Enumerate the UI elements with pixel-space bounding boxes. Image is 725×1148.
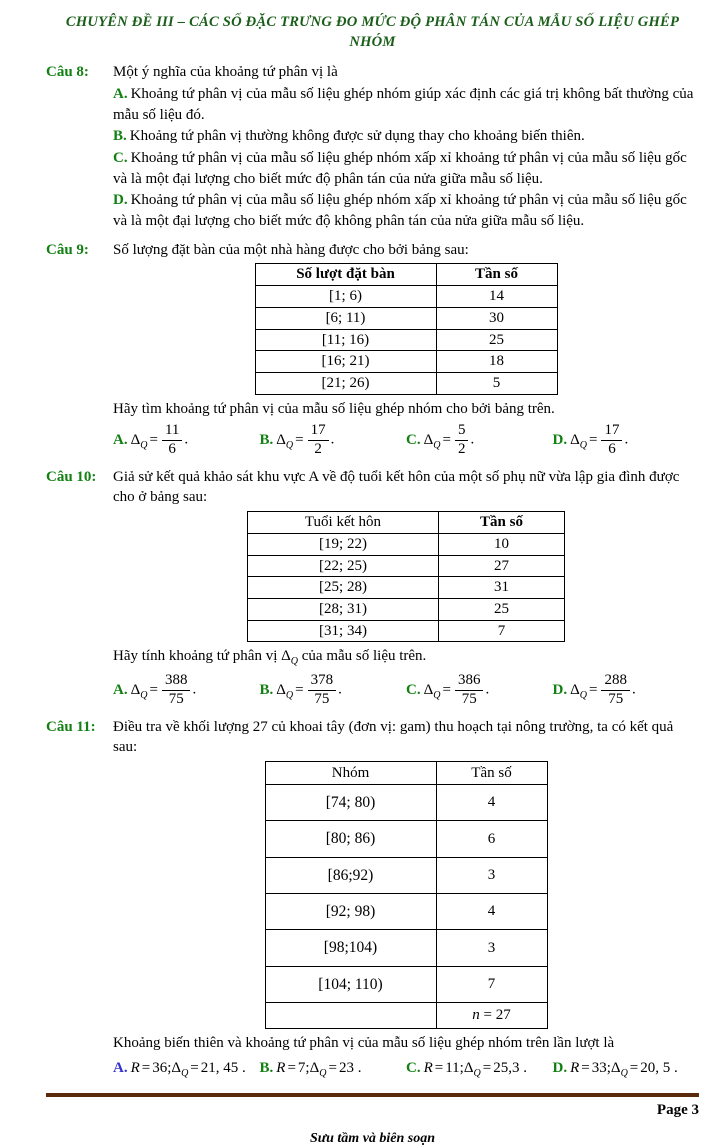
question-10 (46, 467, 699, 710)
option-key: D. (552, 431, 568, 448)
delta-q-symbol: $\Delta_Q$ (570, 681, 587, 701)
table-row (265, 821, 547, 857)
group-cell: [31; 34) (248, 620, 439, 642)
table-row (265, 784, 547, 820)
delta-q-symbol: $\Delta_Q$ (276, 431, 294, 451)
option-key: A. (113, 681, 128, 698)
question-9-label: Câu 9: (46, 241, 89, 258)
option-text: Khoảng tứ phân vị của mẫu số liệu ghép nhóm xấp xỉ khoảng tứ phân vị của mẫu số liệu gốc và là một đại lượng cho biết mức độ phân tán của nửa giữa mẫu số liệu. (113, 150, 687, 187)
delta-q-symbol: $\Delta_Q$ (463, 1059, 481, 1079)
group-cell: [98;104) (265, 930, 436, 966)
freq-cell: 7 (436, 966, 547, 1002)
table-header-cell: Tần số (439, 512, 565, 534)
page-number: Page 3 (656, 1102, 699, 1119)
question-8-option-c (113, 148, 699, 189)
delta-q-symbol: $\Delta_Q$ (171, 1059, 189, 1079)
answer-option-d: D. $\Delta_Q$ = $\frac{17}{6}$ . (552, 422, 629, 457)
group-cell: [21; 26) (255, 372, 436, 394)
option-key: B. (259, 431, 274, 448)
table-row (255, 351, 557, 373)
table-header-cell: Tuổi kết hôn (248, 512, 439, 534)
fraction: $\frac{386}{75}$ (455, 673, 484, 708)
delta-q-symbol: $\Delta_Q$ (610, 1059, 628, 1079)
option-key: B. (113, 128, 127, 145)
question-8-option-a (113, 84, 699, 125)
fraction: $\frac{388}{75}$ (162, 673, 191, 708)
table-total-row (265, 1003, 547, 1029)
freq-cell: 18 (436, 351, 557, 373)
delta-q-symbol: $\Delta_Q$ (423, 681, 441, 701)
question-9-prompt: Hãy tìm khoảng tứ phân vị của mẫu số liệu ghép nhóm cho bởi bảng trên. (113, 400, 555, 417)
question-10-label: Câu 10: (46, 468, 97, 485)
freq-cell: 27 (439, 555, 565, 577)
footer-separator-rule (46, 1093, 699, 1097)
table-header-cell: Số lượt đặt bàn (255, 264, 436, 286)
total-cell: n = 27 (436, 1003, 547, 1029)
empty-cell (265, 1003, 436, 1029)
table-row (255, 307, 557, 329)
option-key: C. (406, 1059, 421, 1076)
freq-cell: 6 (436, 821, 547, 857)
question-11-label: Câu 11: (46, 718, 96, 735)
freq-cell: 25 (439, 598, 565, 620)
freq-cell: 30 (436, 307, 557, 329)
question-9-stem: Số lượng đặt bàn của một nhà hàng được cho bởi bảng sau: (113, 241, 469, 258)
option-key: C. (406, 681, 421, 698)
table-row (248, 555, 565, 577)
freq-cell: 7 (439, 620, 565, 642)
question-8-stem: Một ý nghĩa của khoảng tứ phân vị là (113, 64, 338, 81)
group-cell: [1; 6) (255, 286, 436, 308)
question-10-prompt: Hãy tính khoảng tứ phân vị $\Delta_Q$ của mẫu số liệu trên. (113, 648, 427, 668)
option-key: D. (552, 1059, 568, 1076)
answer-option-a: A. $\Delta_Q$ = $\frac{11}{6}$ . (113, 422, 189, 457)
answer-option-c: C. $\Delta_Q$ = $\frac{386}{75}$ . (406, 672, 490, 707)
freq-cell: 14 (436, 286, 557, 308)
fraction: $\frac{11}{6}$ (162, 423, 182, 458)
table-row (265, 966, 547, 1002)
group-cell: [6; 11) (255, 307, 436, 329)
table-row (248, 620, 565, 642)
freq-cell: 3 (436, 930, 547, 966)
freq-cell: 10 (439, 533, 565, 555)
footer-credit: Sưu tầm và biên soạn (309, 1131, 436, 1147)
group-cell: [28; 31) (248, 598, 439, 620)
option-key: A. (113, 85, 128, 102)
table-row (255, 372, 557, 394)
option-key: A. (113, 431, 128, 448)
answer-option-b: B. $R = 7;\Delta_Q = 23$ . (259, 1059, 362, 1079)
question-11-stem: Điều tra về khối lượng 27 củ khoai tây (đơn vị: gam) thu hoạch tại nông trường, ta có kết quả sau: (113, 718, 674, 756)
question-9-options (113, 423, 699, 458)
option-text: Khoảng tứ phân vị của mẫu số liệu ghép nhóm giúp xác định các giá trị không bất thường của mẫu số liệu đó. (113, 85, 694, 123)
question-8 (46, 62, 699, 233)
option-key: B. (259, 1059, 274, 1076)
answer-option-a: A. $\Delta_Q$ = $\frac{388}{75}$ . (113, 672, 197, 707)
question-8-label: Câu 8: (46, 64, 89, 81)
delta-q-symbol: $\Delta_Q$ (309, 1059, 327, 1079)
table-header-cell: Tần số (436, 761, 547, 784)
delta-q-symbol: $\Delta_Q$ (570, 431, 587, 451)
fraction: $\frac{17}{6}$ (601, 423, 622, 458)
table-row (248, 577, 565, 599)
fraction: $\frac{288}{75}$ (601, 673, 630, 708)
option-text: Khoảng tứ phân vị của mẫu số liệu ghép nhóm xấp xỉ khoảng tứ phân vị của mẫu số liệu gốc và là một đại lượng cho biết mức độ không phân tán của nửa giữa mẫu số liệu. (113, 192, 687, 230)
freq-cell: 31 (439, 577, 565, 599)
table-header-cell: Tần số (436, 264, 557, 286)
answer-option-b: B. $\Delta_Q$ = $\frac{17}{2}$ . (259, 422, 335, 457)
question-11-options (113, 1058, 699, 1081)
table-row (265, 930, 547, 966)
question-11-table (265, 761, 548, 1029)
delta-q-symbol: $\Delta_Q$ (130, 431, 148, 451)
group-cell: [22; 25) (248, 555, 439, 577)
group-cell: [16; 21) (255, 351, 436, 373)
delta-q-symbol: $\Delta_Q$ (423, 431, 441, 451)
document-title: CHUYÊN ĐỀ III – CÁC SỐ ĐẶC TRƯNG ĐO MỨC ĐỘ PHÂN TÁN CỦA MẪU SỐ LIỆU GHÉP NHÓM (65, 14, 680, 51)
group-cell: [11; 16) (255, 329, 436, 351)
option-key: D. (113, 192, 128, 209)
question-11-prompt: Khoảng biến thiên và khoảng tứ phân vị của mẫu số liệu ghép nhóm trên lần lượt là (113, 1034, 615, 1051)
freq-cell: 3 (436, 857, 547, 893)
table-row (265, 894, 547, 930)
fraction: $\frac{378}{75}$ (308, 673, 337, 708)
freq-cell: 25 (436, 329, 557, 351)
group-cell: [80; 86) (265, 821, 436, 857)
question-10-options (113, 673, 699, 708)
group-cell: [19; 22) (248, 533, 439, 555)
group-cell: [74; 80) (265, 784, 436, 820)
fraction: $\frac{5}{2}$ (455, 423, 469, 458)
freq-cell: 4 (436, 784, 547, 820)
group-cell: [86;92) (265, 857, 436, 893)
option-text: Khoảng tứ phân vị thường không được sử dụng thay cho khoảng biến thiên. (129, 128, 585, 145)
table-row (255, 329, 557, 351)
table-row (255, 286, 557, 308)
delta-q-symbol: $\Delta_Q$ (130, 681, 148, 701)
table-header-cell: Nhóm (265, 761, 436, 784)
option-key: C. (113, 150, 128, 166)
group-cell: [92; 98) (265, 894, 436, 930)
question-8-option-d (113, 190, 699, 231)
answer-option-c: C. $\Delta_Q$ = $\frac{5}{2}$ . (406, 422, 475, 457)
answer-option-a: A. $R = 36;\Delta_Q = 21$, 45 . (113, 1059, 246, 1079)
option-key: B. (259, 681, 274, 698)
option-key: A. (113, 1059, 128, 1076)
question-10-stem: Giả sử kết quả khảo sát khu vực A về độ tuổi kết hôn của một số phụ nữ vừa lập gia đình được cho ở bảng sau: (113, 468, 680, 506)
question-9-table (255, 263, 558, 394)
delta-q-symbol: $\Delta_Q$ (281, 648, 298, 668)
group-cell: [25; 28) (248, 577, 439, 599)
answer-option-d: D. $R = 33;\Delta_Q = 20$, 5 . (552, 1059, 678, 1079)
option-key: C. (406, 431, 421, 448)
group-cell: [104; 110) (265, 966, 436, 1002)
fraction: $\frac{17}{2}$ (308, 423, 329, 458)
table-row (248, 533, 565, 555)
question-10-table (247, 511, 565, 642)
question-9 (46, 240, 699, 460)
option-key: D. (552, 681, 568, 698)
answer-option-c: C. $R = 11;\Delta_Q = 25,3$ . (406, 1059, 527, 1079)
table-row (248, 598, 565, 620)
freq-cell: 5 (436, 372, 557, 394)
delta-q-symbol: $\Delta_Q$ (276, 681, 294, 701)
answer-option-d: D. $\Delta_Q$ = $\frac{288}{75}$ . (552, 672, 636, 707)
answer-option-b: B. $\Delta_Q$ = $\frac{378}{75}$ . (259, 672, 342, 707)
table-row (265, 857, 547, 893)
question-11 (46, 717, 699, 1083)
freq-cell: 4 (436, 894, 547, 930)
question-8-option-b (113, 126, 699, 147)
